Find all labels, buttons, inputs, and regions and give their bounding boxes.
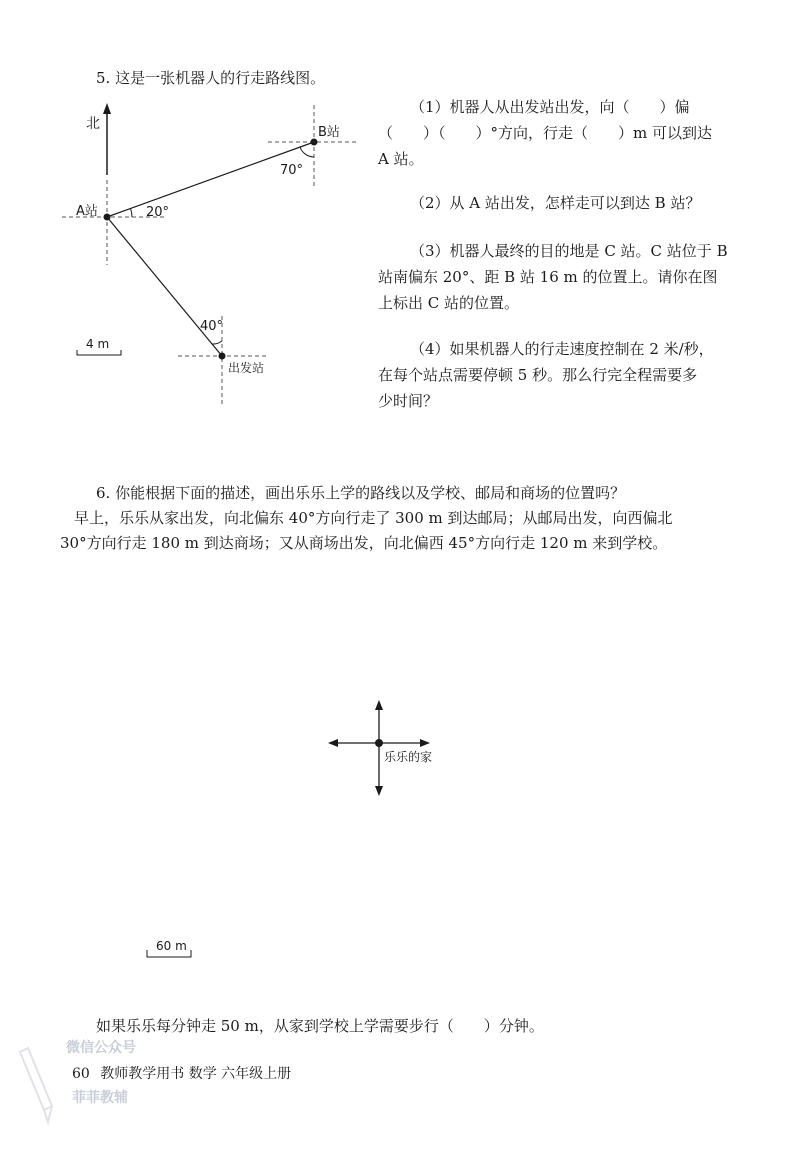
arrow-up-icon bbox=[375, 700, 383, 710]
arrow-right-icon bbox=[420, 739, 430, 747]
q2: （2）从 A 站出发，怎样走可以到达 B 站？ bbox=[410, 194, 701, 212]
problem6-desc-line1: 早上，乐乐从家出发，向北偏东 40°方向行走了 300 m 到达邮局；从邮局出发，向西偏北 bbox=[74, 509, 673, 527]
a-station-label: A站 bbox=[76, 204, 98, 219]
q4-line3: 少时间？ bbox=[378, 392, 439, 410]
arrow-left-icon bbox=[328, 739, 338, 747]
q1-line3: A 站。 bbox=[378, 150, 424, 168]
start-station-label: 出发站 bbox=[228, 361, 265, 375]
start-station-point bbox=[219, 353, 226, 360]
arrow-down-icon bbox=[375, 786, 383, 796]
q3-line1: （3）机器人最终的目的地是 C 站。C 站位于 B bbox=[410, 242, 728, 260]
q3-line3: 上标出 C 站的位置。 bbox=[378, 294, 520, 312]
b-station-point bbox=[311, 139, 318, 146]
angle-b-label: 70° bbox=[280, 163, 304, 178]
book-title: 教师教学用书 数学 六年级上册 bbox=[100, 1066, 292, 1082]
route-a-to-b bbox=[107, 142, 314, 217]
route-start-to-a bbox=[107, 217, 222, 356]
angle-start-label: 40° bbox=[200, 319, 224, 334]
angle-a-label: 20° bbox=[146, 205, 170, 220]
north-label: 北 bbox=[86, 116, 100, 132]
problem6-title: 6. 你能根据下面的描述，画出乐乐上学的路线以及学校、邮局和商场的位置吗？ bbox=[96, 484, 626, 502]
problem6-question: 如果乐乐每分钟走 50 m，从家到学校上学需要步行（ ）分钟。 bbox=[96, 1017, 544, 1035]
footer bbox=[72, 1064, 291, 1084]
problem5-title: 5. 这是一张机器人的行走路线图。 bbox=[96, 69, 326, 87]
q1-line1: （1）机器人从出发站出发，向（ ）偏 bbox=[410, 98, 690, 116]
pencil-watermark-icon bbox=[8, 1040, 68, 1130]
home-compass-diagram bbox=[0, 680, 800, 980]
scale-60-label: 60 m bbox=[156, 939, 187, 953]
page-number: 60 bbox=[72, 1066, 90, 1082]
home-label: 乐乐的家 bbox=[384, 750, 433, 764]
home-point bbox=[375, 739, 383, 747]
watermark-line2: 菲菲教辅 bbox=[72, 1090, 128, 1106]
b-station-label: B站 bbox=[318, 125, 340, 140]
q3-line2: 站南偏东 20°、距 B 站 16 m 的位置上。请你在图 bbox=[378, 268, 718, 286]
a-station-point bbox=[104, 214, 111, 221]
scale-label: 4 m bbox=[86, 337, 110, 351]
watermark-line1: 微信公众号 bbox=[66, 1040, 136, 1056]
problem6-desc-line2: 30°方向行走 180 m 到达商场；又从商场出发，向北偏西 45°方向行走 120 m 来到学校。 bbox=[60, 534, 668, 552]
q1-line2: （ ）（ ）°方向，行走（ ）m 可以到达 bbox=[378, 124, 712, 142]
q4-line1: （4）如果机器人的行走速度控制在 2 米/秒， bbox=[410, 340, 714, 358]
q4-line2: 在每个站点需要停顿 5 秒。那么行完全程需要多 bbox=[378, 366, 698, 384]
